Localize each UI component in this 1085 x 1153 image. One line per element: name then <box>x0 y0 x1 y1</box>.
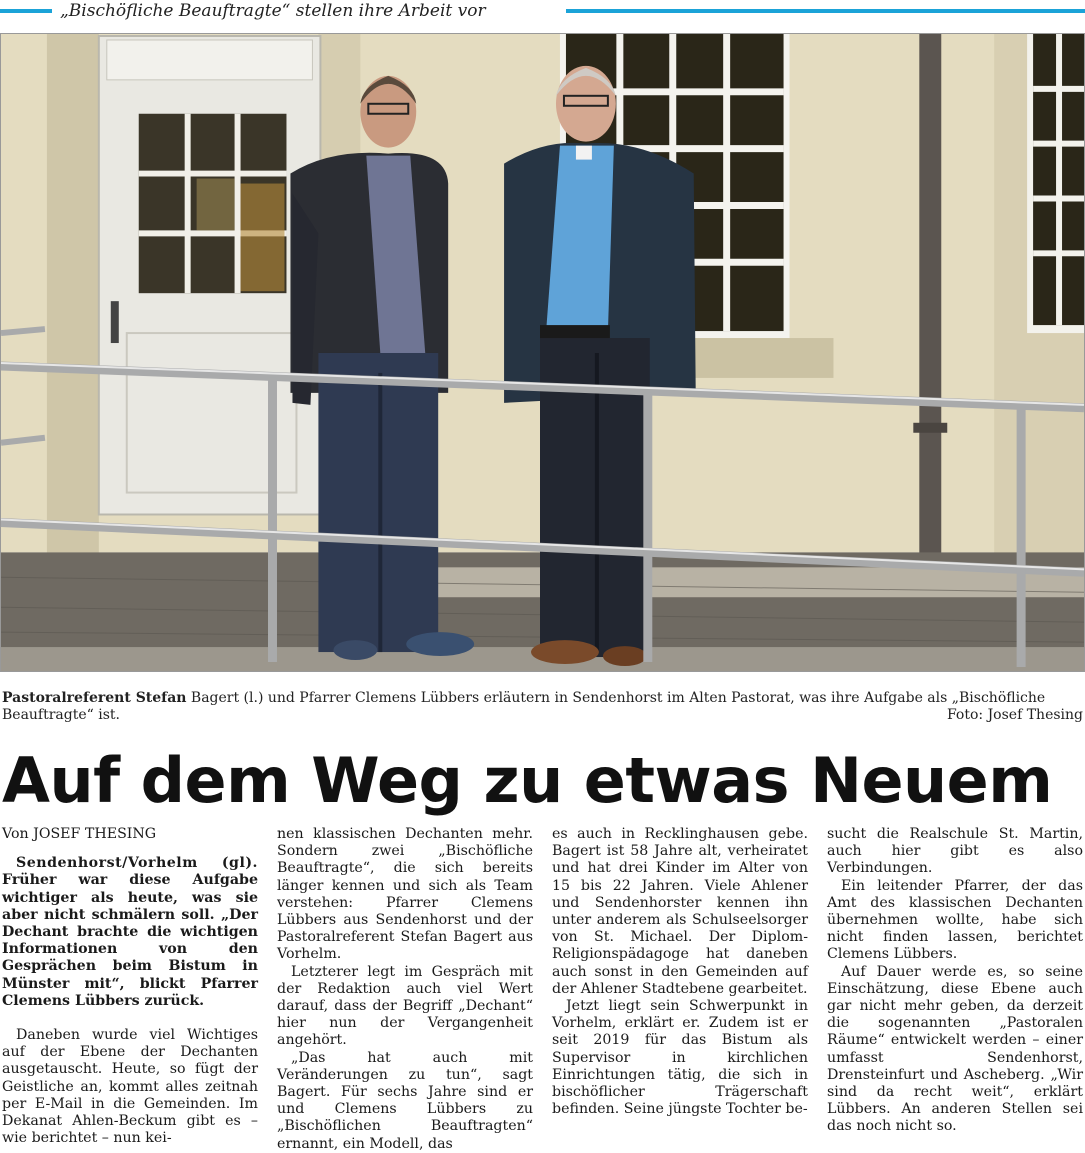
paragraph: Daneben wurde viel Wichtiges auf der Ebene der Dechanten ausgetauscht. Heute, so fügt der Geistliche an, kommt alles zeitnah per E-Mail in die Gemeinden. Im Dekanat Ahlen-Beckum gibt es – wie berichtet – nun kei- <box>2 1027 258 1147</box>
article-column-2 <box>277 826 533 1153</box>
photo-credit: Foto: Josef Thesing <box>946 707 1083 723</box>
photo-caption <box>2 690 1083 724</box>
caption-lead: Pastoralreferent Stefan <box>2 690 187 706</box>
article-column-1 <box>2 826 258 1147</box>
article-column-3 <box>552 826 808 1118</box>
paragraph: Jetzt liegt sein Schwerpunkt in Vorhelm, erklärt er. Zudem ist er seit 2019 für das Bistum als Supervisor in kirchlichen Einrichtungen tätig, die sich in bischöflicher Trägerschaft befinden. Seine jüngste Tochter be- <box>552 998 808 1118</box>
paragraph: Letzterer legt im Gespräch mit der Redaktion auch viel Wert darauf, dass der Begriff „Dechant“ hier nun der Vergangenheit angehört. <box>277 963 533 1049</box>
article-lede <box>2 855 258 1010</box>
paragraph: sucht die Realschule St. Martin, auch hier gibt es also Verbindungen. <box>827 826 1083 877</box>
paragraph: Auf Dauer werde es, so seine Einschätzung, diese Ebene auch gar nicht mehr geben, da derzeit die sogenannten „Pastoralen Räume“ entwickelt werden – einer umfasst Sendenhorst, Drensteinfurt und Ascheberg. „Wir sind da recht weit“, erklärt Lübbers. An anderen Stellen sei das noch nicht so. <box>827 963 1083 1135</box>
paragraph: nen klassischen Dechanten mehr. Sondern zwei „Bischöfliche Beauftragte“, die sich bereits länger kennen und sich als Team verstehen: Pfarrer Clemens Lübbers aus Sendenhorst und der Pastoralreferent Stefan Bagert aus Vorhelm. <box>277 826 533 963</box>
paragraph: „Das hat auch mit Veränderungen zu tun“, sagt Bagert. Für sechs Jahre sind er und Clemens Lübbers zu „Bischöflichen Beauftragten“ ernannt, ein Modell, das <box>277 1049 533 1152</box>
lede-text: Früher war diese Aufgabe wichtiger als heute, was sie aber nicht schmälern soll. „Der Dechant brachte die wichtigen Informationen von den Gesprächen beim Bistum in Münster mit“, blickt Pfarrer Clemens Lübbers zurück. <box>2 872 258 1009</box>
kicker-rule-left <box>0 9 52 13</box>
paragraph: es auch in Recklinghausen gebe. Bagert ist 58 Jahre alt, verheiratet und hat drei Kinder im Alter von 15 bis 22 Jahren. Viele Ahlener und Sendenhorster kennen ihn unter anderem als Schulseelsorger von St. Michael. Der Diplom-Religionspädagoge hat daneben auch sonst in den Gemeinden auf der Ahlener Stadtebene gearbeitet. <box>552 826 808 997</box>
paragraph: Ein leitender Pfarrer, der das Amt des klassischen Dechanten übernehmen wollte, habe sich nicht finden lassen, berichtet Clemens Lübbers. <box>827 877 1083 963</box>
byline: Von JOSEF THESING <box>2 826 157 842</box>
article-column-4 <box>827 826 1083 1136</box>
caption-text: Bagert (l.) und Pfarrer Clemens Lübbers erläutern in Sendenhorst im Alten Pastorat, was ihre Aufgabe als „Bischöfliche Beauftragte“ ist. <box>2 690 1046 723</box>
article-photo <box>0 33 1085 672</box>
dateline: Sendenhorst/Vorhelm (gl). <box>16 855 258 872</box>
kicker-rule-right <box>566 9 1085 13</box>
photo-illustration <box>1 34 1084 671</box>
section-kicker <box>0 0 1085 24</box>
kicker-text: „Bischöfliche Beauftragte“ stellen ihre Arbeit vor <box>60 1 486 21</box>
headline: Auf dem Weg zu etwas Neuem <box>2 744 1053 817</box>
